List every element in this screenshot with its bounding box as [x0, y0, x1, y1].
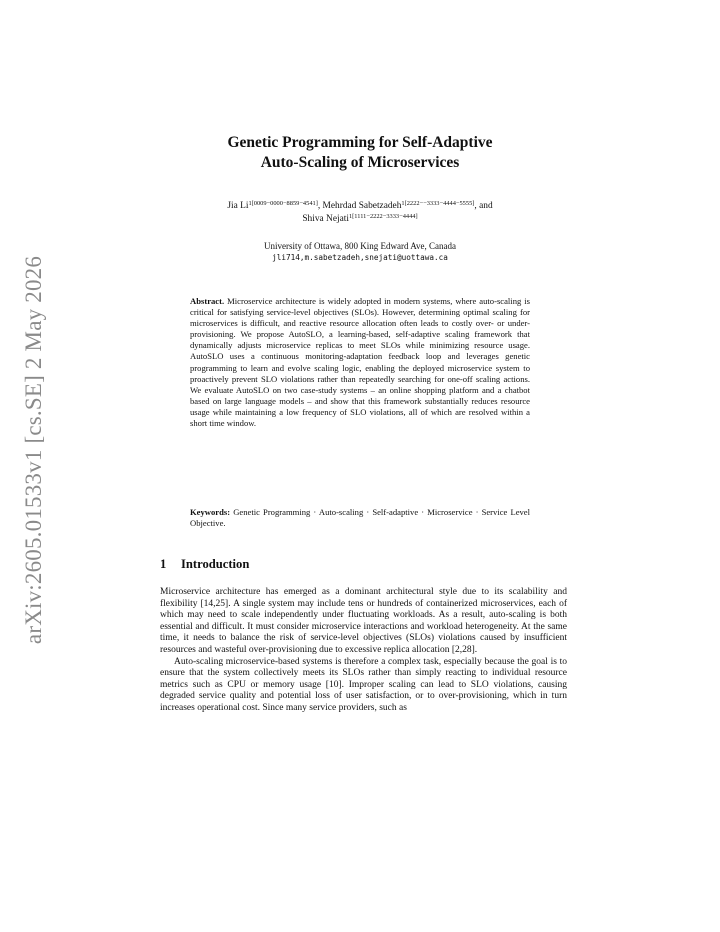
author-name: Shiva Nejati: [302, 213, 349, 224]
author-and: , and: [474, 201, 493, 211]
arxiv-identifier: arXiv:2605.01533v1 [cs.SE] 2 May 2026: [21, 255, 46, 645]
keywords-label: Keywords:: [190, 507, 231, 517]
abstract-text: Microservice architecture is widely adopted in modern systems, where auto-scaling is critical for satisfying service-level objectives (SLOs). However, determining optimal scaling for microservices is difficult, and reactive resource allocation often leads to costly over- or under-provisioning. We propose AutoSLO, a learning-based, self-adaptive scaling framework that dynamically adjusts microservice replicas to meet SLOs while minimizing resource usage. AutoSLO uses a continuous monitoring-adaptation feedback loop and leverages genetic programming to learn and evolve scaling logic, enabling the deployed microservice system to proactively prevent SLO violations rather than repeatedly searching for one-off scaling actions. We evaluate AutoSLO on two case-study systems – an online shopping platform and a chatbot based on large language models – and show that this framework substantially reduces resource usage while maintaining a low frequency of SLO violations, all of which are resolved within a short time window.: [190, 296, 530, 429]
author-line-2: [150, 213, 570, 226]
abstract: [190, 296, 530, 429]
author-separator: ,: [317, 201, 323, 211]
author-orcid: 1[1111−2222−3333−4444]: [348, 212, 418, 220]
keywords: [190, 507, 530, 529]
paragraph: Microservice architecture has emerged as a dominant architectural style due to its scalability and flexibility [14,25]. A single system may include tens or hundreds of containerized microservices, each of which may need to scale independently under fluctuating workloads. As a result, auto-scaling is both essential and difficult. It must consider microservice interactions and workload heterogeneity. At the same time, it needs to balance the risk of service-level objectives (SLOs) violations caused by insufficient resources and wasteful over-provisioning due to excessive replica allocation [2,28].: [160, 587, 567, 655]
keywords-text: Genetic Programming · Auto-scaling · Self-adaptive · Microservice · Service Level Objective.: [190, 507, 531, 529]
section-number: 1: [160, 557, 167, 571]
affiliation-block: [150, 240, 570, 264]
title-line-2: Auto-Scaling of Microservices: [260, 154, 460, 171]
body-text: [160, 587, 567, 715]
author-emails: jli714,m.sabetzadeh,snejati@uottawa.ca: [272, 253, 448, 262]
abstract-label: Abstract.: [190, 296, 225, 306]
author-orcid: 1[0009−0000−8859−4541]: [248, 200, 318, 207]
paper-title: [150, 133, 570, 173]
author-name: Jia Li: [227, 201, 249, 211]
paragraph: Auto-scaling microservice-based systems is therefore a complex task, especially because the goal is to ensure that the system collectively meets its SLOs rather than simply reacting to individual resource metrics such as CPU or memory usage [10]. Improper scaling can lead to SLO violations, causing degraded service quality and potential loss of user satisfaction, or to over-provisioning, which in turn increases operational cost. Since many service providers, such as: [160, 656, 567, 713]
title-line-1: Genetic Programming for Self-Adaptive: [227, 134, 493, 151]
affiliation: University of Ottawa, 800 King Edward Ave, Canada: [263, 241, 457, 251]
author-name: Mehrdad Sabetzadeh: [322, 201, 402, 211]
author-list: [150, 200, 570, 225]
arxiv-sidebar: [0, 240, 60, 660]
section-title: Introduction: [181, 557, 250, 571]
author-orcid: 1[2222−−3333−4444−5555]: [401, 200, 475, 207]
section-heading: [160, 556, 570, 572]
author-line-1: [150, 200, 570, 213]
